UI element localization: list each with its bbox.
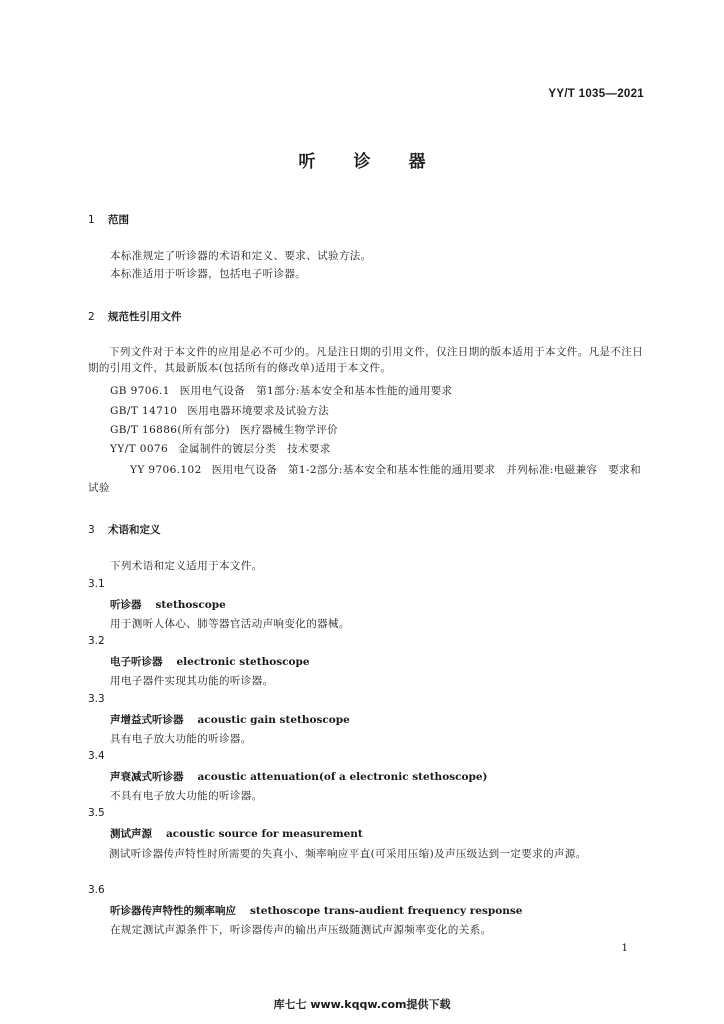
section-title: 范围: [108, 214, 129, 226]
term-en: stethoscope: [155, 599, 226, 611]
term-heading: [110, 903, 522, 918]
section-3-heading: [88, 522, 161, 537]
term-en: acoustic source for measurement: [166, 828, 363, 840]
term-zh: 听诊器: [110, 599, 142, 611]
paragraph: 下列文件对于本文件的应用是必不可少的。凡是注日期的引用文件，仅注日期的版本适用于本文件。凡是不注日期的引用文件，其最新版本(包括所有的修改单)适用于本文件。: [88, 346, 644, 374]
term-zh: 电子听诊器: [110, 656, 163, 668]
paragraph: 下列术语和定义适用于本文件。: [110, 560, 263, 572]
reference-code: GB/T 16886(所有部分): [110, 424, 230, 436]
term-definition: 测试听诊器传声特性时所需要的失真小、频率响应平直(可采用压缩)及声压级达到一定要求的声源。: [109, 848, 587, 860]
paragraph: 本标准适用于听诊器，包括电子听诊器。: [110, 268, 307, 280]
term-definition: 用电子器件实现其功能的听诊器。: [110, 675, 274, 687]
term-heading: [110, 712, 350, 727]
reference-title: 医用电气设备 第1部分:基本安全和基本性能的通用要求: [179, 385, 453, 397]
term-en: stethoscope trans-audient frequency response: [250, 905, 523, 917]
reference-code: YY/T 0076: [110, 443, 169, 455]
reference-code: GB/T 14710: [110, 405, 178, 417]
page-title: 听诊器: [298, 152, 464, 172]
term-heading: [110, 597, 226, 612]
term-zh: 声增益式听诊器: [110, 714, 184, 726]
term-en: electronic stethoscope: [176, 656, 310, 668]
paragraph: 本标准规定了听诊器的术语和定义、要求、试验方法。: [110, 250, 372, 262]
term-definition: 在规定测试声源条件下，听诊器传声的输出声压级随测试声源频率变化的关系。: [110, 924, 492, 936]
section-number: 2: [88, 311, 95, 323]
term-number: 3.3: [88, 693, 105, 705]
section-number: 1: [88, 214, 95, 226]
term-en: acoustic gain stethoscope: [197, 714, 350, 726]
term-definition: 用于测听人体心、肺等器官活动声响变化的器械。: [110, 618, 350, 630]
term-number: 3.4: [88, 750, 105, 762]
reference-code: YY 9706.102: [130, 464, 202, 476]
term-en: acoustic attenuation(of a electronic stethoscope): [197, 771, 488, 783]
term-zh: 测试声源: [110, 828, 152, 840]
section-title: 规范性引用文件: [108, 311, 182, 323]
reference-code: GB 9706.1: [110, 385, 170, 397]
term-number: 3.1: [88, 578, 105, 590]
term-zh: 声衰减式听诊器: [110, 771, 184, 783]
term-zh: 听诊器传声特性的频率响应: [110, 905, 236, 917]
section-title: 术语和定义: [108, 524, 161, 536]
reference-title: 医疗器械生物学评价: [239, 424, 339, 436]
term-heading: [110, 826, 363, 841]
term-heading: [110, 654, 310, 669]
term-heading: [110, 769, 488, 784]
standard-code: YY/T 1035—2021: [548, 88, 644, 100]
reference-item: [110, 383, 452, 399]
reference-item: [88, 461, 646, 497]
term-definition: 不具有电子放大功能的听诊器。: [110, 790, 263, 802]
section-1-heading: [88, 212, 129, 227]
section-2-heading: [88, 309, 182, 324]
reference-item: [110, 441, 331, 457]
reference-item: [110, 403, 329, 419]
page-number: 1: [621, 942, 628, 954]
term-number: 3.5: [88, 807, 105, 819]
term-number: 3.2: [88, 635, 105, 647]
term-definition: 具有电子放大功能的听诊器。: [110, 733, 252, 745]
section-number: 3: [88, 524, 95, 536]
term-number: 3.6: [88, 884, 105, 896]
reference-item: [110, 422, 338, 438]
download-footer: 库七七 www.kqqw.com提供下载: [273, 998, 451, 1011]
reference-title: 医用电器环境要求及试验方法: [187, 405, 330, 417]
reference-title: 医用电气设备 第1-2部分:基本安全和基本性能的通用要求 并列标准:电磁兼容 要求和试验: [88, 464, 641, 494]
reference-title: 金属制件的镀层分类 技术要求: [178, 443, 331, 455]
